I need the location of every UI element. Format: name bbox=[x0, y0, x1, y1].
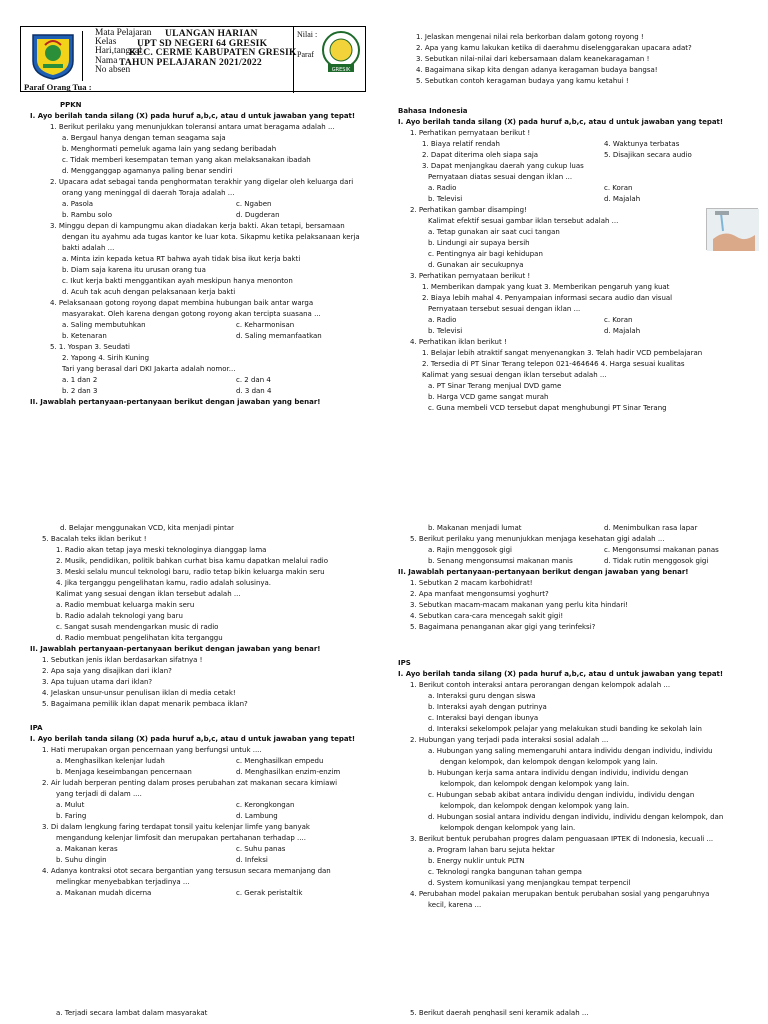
question-line: 4. Waktunya terbatas bbox=[604, 140, 680, 148]
question-line: d. Gunakan air secukupnya bbox=[428, 261, 524, 269]
question-line: b. Televisi bbox=[428, 327, 463, 335]
question-line: 4. Jelaskan unsur-unsur penulisan iklan di media cetak! bbox=[42, 689, 236, 697]
question-line: 3. Sebutkan macam-macam makanan yang perlu kita hindari! bbox=[410, 601, 628, 609]
question-line: 5. Berikut daerah penghasil seni keramik adalah ... bbox=[410, 1009, 589, 1016]
question-line: 5. Bagaimana pemilik iklan dapat menarik pembaca iklan? bbox=[42, 700, 248, 708]
exam-title: ULANGAN HARIAN bbox=[165, 28, 258, 39]
question-line: d. Menimbulkan rasa lapar bbox=[604, 524, 698, 532]
school-logo-bottom: GRESIK bbox=[331, 67, 351, 73]
question-line: kelompok, dan kelompok dengan kelompok yang lain. bbox=[440, 780, 630, 788]
question-line: 4. Perubahan model pakaian merupakan bentuk perubahan sosial yang pengaruhnya bbox=[410, 890, 710, 898]
question-line: b. Harga VCD game sangat murah bbox=[428, 393, 549, 401]
question-line: 1. Sebutkan 2 macam karbohidrat! bbox=[410, 579, 533, 587]
question-line: 1. Radio akan tetap jaya meski teknologinya dianggap lama bbox=[56, 546, 267, 554]
question-line: 4. Perhatikan iklan berikut ! bbox=[410, 338, 507, 346]
question-line: 5. 1. Yospan 3. Seudati bbox=[50, 343, 130, 351]
question-line: bakti adalah ... bbox=[62, 244, 115, 252]
question-line: a. Bergaul hanya dengan teman seagama saja bbox=[62, 134, 226, 142]
question-line: 3. Perhatikan pernyataan berikut ! bbox=[410, 272, 531, 280]
question-line: d. Saling memanfaatkan bbox=[236, 332, 322, 340]
instruction-line: Bahasa Indonesia bbox=[398, 107, 468, 115]
question-line: 2. Upacara adat sebagai tanda penghormatan terakhir yang digelar oleh keluarga dari bbox=[50, 178, 354, 186]
school-year: TAHUN PELAJARAN 2021/2022 bbox=[119, 56, 262, 68]
exam-titles bbox=[119, 29, 297, 67]
question-line: 2. Yapong 4. Sirih Kuning bbox=[62, 354, 150, 362]
question-line: mengandung kelenjar limfosit dan merupakan pertahanan terhadap .... bbox=[56, 834, 306, 842]
question-line: 3. Minggu depan di kampungmu akan diadakan kerja bakti. Akan tetapi, bersamaan bbox=[50, 222, 345, 230]
question-line: c. Koran bbox=[604, 316, 633, 324]
question-line: 5. Sebutkan contoh keragaman budaya yang kamu ketahui ! bbox=[416, 77, 629, 85]
question-line: d. Dugderan bbox=[236, 211, 280, 219]
instruction-line: IPS bbox=[398, 659, 411, 667]
question-line: c. Ngaben bbox=[236, 200, 272, 208]
question-line: c. Koran bbox=[604, 184, 633, 192]
question-line: 3. Berikut bentuk perubahan progres dalam penguasaan IPTEK di Indonesia, kecuali ... bbox=[410, 835, 714, 843]
question-line: 1. Hati merupakan organ pencernaan yang berfungsi untuk .... bbox=[42, 746, 262, 754]
question-line: 1. Perhatikan pernyataan berikut ! bbox=[410, 129, 531, 137]
question-line: Pernyataan tersebut sesuai dengan iklan ... bbox=[428, 305, 581, 313]
question-line: 1. Belajar lebih atraktif sangat menyenangkan 3. Telah hadir VCD pembelajaran bbox=[422, 349, 703, 357]
field-mata-pelajaran: Mata Pelajaran bbox=[95, 28, 152, 38]
question-line: 5. Berikut perilaku yang menunjukkan menjaga kesehatan gigi adalah ... bbox=[410, 535, 665, 543]
question-line: b. Menghormati pemeluk agama lain yang sedang beribadah bbox=[62, 145, 277, 153]
question-line: c. Sangat susah mendengarkan music di radio bbox=[56, 623, 219, 631]
question-line: 4. Pelaksanaan gotong royong dapat membina hubungan baik antar warga bbox=[50, 299, 314, 307]
question-line: d. Interaksi sekelompok pelajar yang melakukan studi banding ke sekolah lain bbox=[428, 725, 702, 733]
question-line: d. System komunikasi yang menjangkau tempat terpencil bbox=[428, 879, 631, 887]
question-line: b. Lindungi air supaya bersih bbox=[428, 239, 530, 247]
question-line: orang yang meninggal di daerah Toraja adalah ... bbox=[62, 189, 235, 197]
question-line: d. Majalah bbox=[604, 327, 641, 335]
question-line: yang terjadi di dalam .... bbox=[56, 790, 142, 798]
question-line: b. Rambu solo bbox=[62, 211, 112, 219]
question-line: c. Guna membeli VCD tersebut dapat menghubungi PT Sinar Terang bbox=[428, 404, 667, 412]
question-line: Pernyataan diatas sesuai dengan iklan ... bbox=[428, 173, 573, 181]
question-line: c. Interaksi bayi dengan ibunya bbox=[428, 714, 539, 722]
question-line: d. Radio membuat pengelihatan kita terganggu bbox=[56, 634, 223, 642]
instruction-line: I. Ayo berilah tanda silang (X) pada huruf a,b,c, atau d untuk jawaban yang tepat! bbox=[30, 735, 356, 743]
question-line: 2. Hubungan yang terjadi pada interaksi sosial adalah ... bbox=[410, 736, 609, 744]
school-name: UPT SD NEGERI 64 GRESIK bbox=[137, 37, 268, 49]
question-line: b. 2 dan 3 bbox=[62, 387, 98, 395]
question-line: 3. Apa tujuan utama dari iklan? bbox=[42, 678, 153, 686]
question-line: kelompok, dan kelompok dengan kelompok yang lain. bbox=[440, 802, 630, 810]
score-label: Nilai : bbox=[297, 30, 318, 39]
question-line: c. Pentingnya air bagi kehidupan bbox=[428, 250, 543, 258]
question-line: a. PT Sinar Terang menjual DVD game bbox=[428, 382, 562, 390]
paraf-label: Paraf bbox=[297, 50, 314, 60]
question-line: 2. Biaya lebih mahal 4. Penyampaian informasi secara audio dan visual bbox=[422, 294, 673, 302]
school-logo bbox=[318, 30, 364, 76]
question-line: b. Radio adalah teknologi yang baru bbox=[56, 612, 183, 620]
question-line: c. Keharmonisan bbox=[236, 321, 295, 329]
regency-emblem-icon bbox=[25, 31, 81, 81]
question-line: a. Mulut bbox=[56, 801, 85, 809]
question-line: 2. Apa yang kamu lakukan ketika di daerahmu diselenggarakan upacara adat? bbox=[416, 44, 692, 52]
question-line: d. Hubungan sosial antara individu dengan individu, individu dengan kelompok, dan bbox=[428, 813, 724, 821]
question-line: b. Menjaga keseimbangan pencernaan bbox=[56, 768, 192, 776]
instruction-line: II. Jawablah pertanyaan-pertanyaan berikut dengan jawaban yang benar! bbox=[30, 645, 321, 653]
question-line: 1. Jelaskan mengenai nilai rela berkorban dalam gotong royong ! bbox=[416, 33, 644, 41]
question-line: a. Terjadi secara lambat dalam masyarakat bbox=[56, 1009, 208, 1016]
section-title: PPKN bbox=[60, 101, 82, 109]
question-line: 4. Adanya kontraksi otot secara bergantian yang tersusun secara memanjang dan bbox=[42, 867, 331, 875]
question-line: b. Hubungan kerja sama antara individu dengan individu, individu dengan bbox=[428, 769, 689, 777]
question-line: c. Tidak memberi kesempatan teman yang akan melaksanakan ibadah bbox=[62, 156, 311, 164]
question-line: 3. Meski selalu muncul teknologi baru, radio tetap bikin keluarga makin seru bbox=[56, 568, 325, 576]
question-line: a. Makanan keras bbox=[56, 845, 118, 853]
instruction-line: I. Ayo berilah tanda silang (X) pada huruf a,b,c, atau d untuk jawaban yang tepat! bbox=[30, 112, 356, 120]
question-line: 1. Berikut contoh interaksi antara perorangan dengan kelompok adalah ... bbox=[410, 681, 671, 689]
question-line: 4. Sebutkan cara-cara mencegah sakit gigi! bbox=[410, 612, 564, 620]
field-no-absen: No absen bbox=[95, 64, 131, 75]
question-line: b. Suhu dingin bbox=[56, 856, 107, 864]
question-line: 3. Dapat menjangkau daerah yang cukup luas bbox=[422, 162, 584, 170]
question-line: 2. Air ludah berperan penting dalam proses perubahan zat makanan secara kimiawi bbox=[42, 779, 338, 787]
question-line: c. Hubungan sebab akibat antara individu dengan individu, individu dengan bbox=[428, 791, 695, 799]
question-line: 1. Biaya relatif rendah bbox=[422, 140, 500, 148]
question-line: a. Pasola bbox=[62, 200, 94, 208]
question-line: a. Minta izin kepada ketua RT bahwa ayah tidak bisa ikut kerja bakti bbox=[62, 255, 301, 263]
question-line: a. Radio bbox=[428, 184, 457, 192]
question-line: kelompok dengan kelompok yang lain. bbox=[440, 824, 576, 832]
question-line: a. Makanan mudah dicerna bbox=[56, 889, 152, 897]
worksheet-page-4 bbox=[384, 508, 768, 1016]
worksheet-page-1 bbox=[0, 0, 384, 508]
question-line: d. Menghasilkan enzim-enzim bbox=[236, 768, 341, 776]
question-line: d. Lambung bbox=[236, 812, 278, 820]
question-line: a. Program lahan baru sejuta hektar bbox=[428, 846, 555, 854]
question-line: d. Tidak rutin menggosok gigi bbox=[604, 557, 709, 565]
question-line: 2. Perhatikan gambar disamping! bbox=[410, 206, 527, 214]
instruction-line: I. Ayo berilah tanda silang (X) pada huruf a,b,c, atau d untuk jawaban yang tepat! bbox=[398, 670, 724, 678]
parent-signature: Paraf Orang Tua : bbox=[24, 82, 92, 92]
field-kelas: Kelas bbox=[95, 37, 117, 48]
field-hari-tanggal: Hari,tanggal bbox=[95, 46, 142, 57]
question-line: Kalimat efektif sesuai gambar iklan tersebut adalah ... bbox=[428, 217, 619, 225]
question-line: 2. Apa saja yang disajikan dari iklan? bbox=[42, 667, 172, 675]
question-line: b. Energy nuklir untuk PLTN bbox=[428, 857, 525, 865]
handwashing-illustration bbox=[706, 208, 758, 250]
field-nama: Nama bbox=[95, 55, 118, 66]
question-line: c. Gerak peristaltik bbox=[236, 889, 303, 897]
question-line: d. Majalah bbox=[604, 195, 641, 203]
question-line: masyarakat. Oleh karena dengan gotong royong akan tercipta suasana ... bbox=[62, 310, 321, 318]
question-line: c. Suhu panas bbox=[236, 845, 286, 853]
question-line: 3. Di dalam lengkung faring terdapat tonsil yaitu kelenjar limfe yang banyak bbox=[42, 823, 310, 831]
question-line: 3. Sebutkan nilai-nilai dari kebersamaan dalam keanekaragaman ! bbox=[416, 55, 650, 63]
worksheet-page-3 bbox=[0, 508, 384, 1016]
instruction-line: II. Jawablah pertanyaan-pertanyaan berikut dengan jawaban yang benar! bbox=[398, 568, 689, 576]
question-line: b. Televisi bbox=[428, 195, 463, 203]
question-line: 2. Dapat diterima oleh siapa saja bbox=[422, 151, 539, 159]
question-line: Kalimat yang sesuai dengan iklan tersebut adalah ... bbox=[56, 590, 241, 598]
gresik-logo bbox=[25, 31, 83, 81]
question-line: dengan kelompok, dan kelompok dengan kelompok yang lain. bbox=[440, 758, 658, 766]
question-line: d. Mengganggap agamanya paling benar sendiri bbox=[62, 167, 233, 175]
question-line: b. Senang mengonsumsi makanan manis bbox=[428, 557, 573, 565]
question-line: melingkar menyebabkan terjadinya ... bbox=[56, 878, 190, 886]
school-district: KEC. CERME KABUPATEN GRESIK bbox=[129, 47, 297, 59]
question-line: 5. Disajikan secara audio bbox=[604, 151, 692, 159]
question-line: c. Mengonsumsi makanan panas bbox=[604, 546, 719, 554]
question-line: c. Menghasilkan empedu bbox=[236, 757, 324, 765]
question-line: a. Radio membuat keluarga makin seru bbox=[56, 601, 195, 609]
question-line: c. 2 dan 4 bbox=[236, 376, 271, 384]
question-line: c. Kerongkongan bbox=[236, 801, 295, 809]
question-line: 2. Musik, pendidikan, politik bahkan curhat bisa kamu dapatkan melalui radio bbox=[56, 557, 329, 565]
question-line: 5. Bacalah teks iklan berikut ! bbox=[42, 535, 147, 543]
handwash-image-icon bbox=[707, 209, 759, 251]
question-line: 1. Sebutkan jenis iklan berdasarkan sifatnya ! bbox=[42, 656, 203, 664]
question-line: b. Faring bbox=[56, 812, 87, 820]
question-line: Kalimat yang sesuai dengan iklan tersebut adalah ... bbox=[422, 371, 607, 379]
question-line: 2. Tersedia di PT Sinar Terang telepon 021-464646 4. Harga sesuai kualitas bbox=[422, 360, 685, 368]
instruction-line: I. Ayo berilah tanda silang (X) pada huruf a,b,c, atau d untuk jawaban yang tepat! bbox=[398, 118, 724, 126]
question-line: 4. Bagaimana sikap kita dengan adanya keragaman budaya bangsa! bbox=[416, 66, 658, 74]
question-line: Tari yang berasal dari DKI Jakarta adalah nomor... bbox=[62, 365, 236, 373]
question-line: a. Saling membutuhkan bbox=[62, 321, 146, 329]
question-line: a. Rajin menggosok gigi bbox=[428, 546, 513, 554]
question-line: a. Menghasilkan kelenjar ludah bbox=[56, 757, 165, 765]
question-line: a. Radio bbox=[428, 316, 457, 324]
question-line: b. Ketenaran bbox=[62, 332, 107, 340]
question-line: a. Tetap gunakan air saat cuci tangan bbox=[428, 228, 560, 236]
question-line: 4. Jika terganggu pengelihatan kamu, radio adalah solusinya. bbox=[56, 579, 272, 587]
question-line: a. Interaksi guru dengan siswa bbox=[428, 692, 536, 700]
question-line: 5. Bagaimana penanganan akar gigi yang terinfeksi? bbox=[410, 623, 596, 631]
question-line: d. 3 dan 4 bbox=[236, 387, 272, 395]
instruction-line: II. Jawablah pertanyaan-pertanyaan berikut dengan jawaban yang benar! bbox=[30, 398, 321, 406]
question-line: b. Diam saja karena itu urusan orang tua bbox=[62, 266, 206, 274]
question-line: 1. Berikut perilaku yang menunjukkan toleransi antara umat beragama adalah ... bbox=[50, 123, 335, 131]
instruction-line: IPA bbox=[30, 724, 43, 732]
question-line: d. Acuh tak acuh dengan pelaksanaan kerja bakti bbox=[62, 288, 236, 296]
question-line: kecil, karena ... bbox=[428, 901, 482, 909]
question-line: d. Infeksi bbox=[236, 856, 268, 864]
question-line: a. Hubungan yang saling memengaruhi antara individu dengan individu, individu bbox=[428, 747, 713, 755]
question-line: d. Belajar menggunakan VCD, kita menjadi pintar bbox=[60, 524, 234, 532]
question-line: c. Teknologi rangka bangunan tahan gempa bbox=[428, 868, 582, 876]
question-line: a. 1 dan 2 bbox=[62, 376, 98, 384]
question-line: dengan itu ayahmu ada tugas kantor ke luar kota. Sikapmu ketika pelaksanaan kerja bbox=[62, 233, 360, 241]
question-line: b. Makanan menjadi lumat bbox=[428, 524, 522, 532]
worksheet-page-2 bbox=[384, 0, 768, 508]
school-emblem-icon bbox=[318, 30, 364, 76]
question-line: 2. Apa manfaat mengonsumsi yoghurt? bbox=[410, 590, 549, 598]
question-line: c. Ikut kerja bakti menggantikan ayah meskipun hanya menonton bbox=[62, 277, 293, 285]
question-line: b. Interaksi ayah dengan putrinya bbox=[428, 703, 547, 711]
question-line: 1. Memberikan dampak yang kuat 3. Memberikan pengaruh yang kuat bbox=[422, 283, 670, 291]
